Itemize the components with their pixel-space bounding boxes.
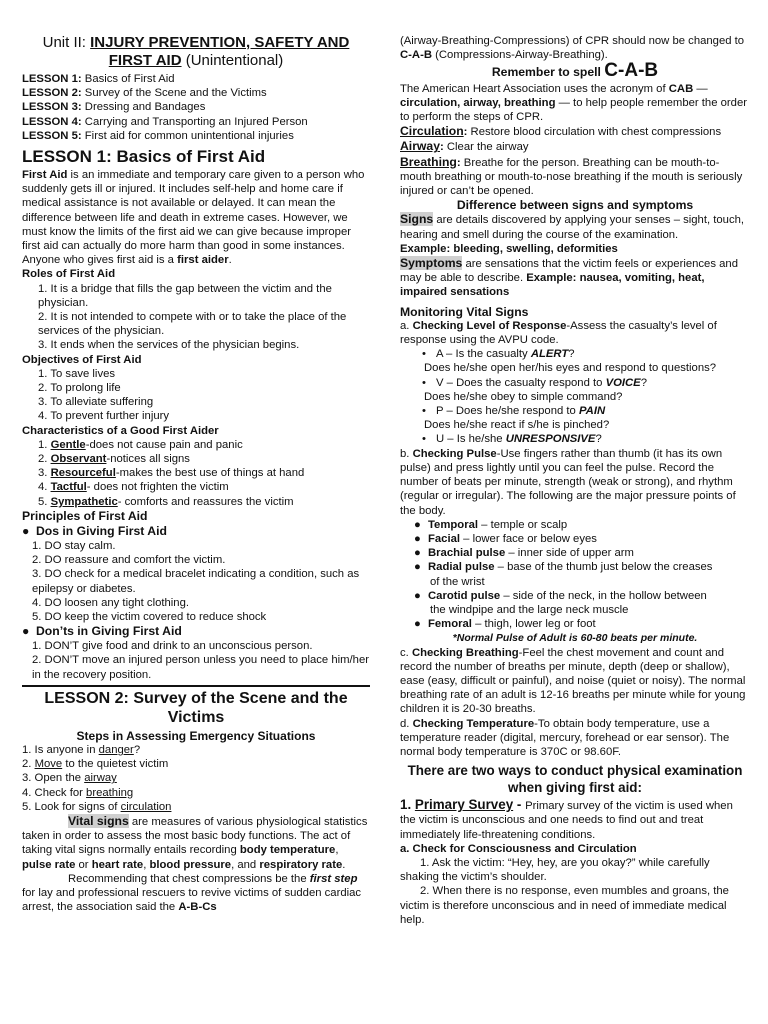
- bullet-icon: ●: [414, 547, 421, 560]
- lesson-list-item: LESSON 2: Survey of the Scene and the Victims: [22, 87, 267, 100]
- dos-item: 2. DO reassure and comfort the victim.: [32, 554, 226, 567]
- checking-pulse: b. Checking Pulse-Use fingers rather than thumb (it has its own pulse) and press lightly until you can feel the pulse. Record the number of beats per minute, strength (weak or strong), and rhythm (regular or irregular). The following are the major pressure points of the body.: [400, 447, 736, 517]
- normal-pulse-note: *Normal Pulse of Adult is 60-80 beats per minute.: [452, 632, 698, 645]
- consciousness-step: 1. Ask the victim: “Hey, hey, are you okay?” while carefully shaking the victim’s shoulder.: [400, 856, 710, 884]
- monitoring-heading: Monitoring Vital Signs: [400, 304, 529, 319]
- vital-signs-term: Vital signs: [68, 813, 129, 828]
- objectives-item: 3. To alleviate suffering: [38, 396, 154, 409]
- steps-item: 5. Look for signs of circulation: [22, 800, 172, 813]
- roles-heading: Roles of First Aid: [22, 268, 116, 281]
- first-aid-definition: First Aid is an immediate and temporary care given to a person who suddenly gets ill or injured. It includes self-help and home care if medical assistance is not available or delayed. It can mean the difference between life and death in extreme cases. However, we must know the limits of the first aid we can give because improper first aid can actually do more harm than good in some instances. Anyone who gives first aid is a first aider.: [22, 169, 365, 267]
- bullet-icon: ●: [414, 518, 421, 531]
- donts-item: 1. DON’T give food and drink to an unconscious person.: [32, 640, 313, 653]
- aha-paragraph: The American Heart Association uses the acronym of CAB — circulation, airway, breathing — to help people remember the order to perform the steps of CPR.: [400, 82, 748, 124]
- principles-heading: Principles of First Aid: [22, 508, 148, 523]
- pulse-point: ● Temporal – temple or scalp: [414, 518, 568, 531]
- objectives-item: 2. To prolong life: [38, 382, 121, 395]
- level-of-response: a. Checking Level of Response-Assess the casualty’s level of response using the AVPU code.: [400, 319, 717, 347]
- roles-item: 1. It is a bridge that fills the gap between the victim and the physician.: [38, 282, 332, 309]
- signs-paragraph: Signs are details discovered by applying your senses – sight, touch, hearing and smell during the course of the examination.: [400, 212, 745, 241]
- donts-heading: ● Don’ts in Giving First Aid: [22, 624, 182, 639]
- breathing-definition: Breathing: Breathe for the person. Breathing can be mouth-to-mouth breathing or mouth-to-nose breathing if the mouth is seriously injured or can’t be opened.: [400, 154, 743, 198]
- steps-item: 3. Open the airway: [22, 772, 117, 785]
- dos-heading: ● Dos in Giving First Aid: [22, 523, 167, 538]
- section-divider: [22, 685, 370, 687]
- objectives-item: 1. To save lives: [38, 367, 116, 380]
- bullet-icon: ●: [414, 532, 421, 545]
- avpu-item: • U – Is he/she UNRESPONSIVE?: [422, 433, 602, 446]
- dos-item: 4. DO loosen any tight clothing.: [32, 596, 189, 609]
- vital-signs-paragraph: Vital signs are measures of various physiological statistics taken in order to assess the most basic body functions. The act of taking vital signs normally entails recording body temperature, pulse rate or heart rate, blood pressure, and respiratory rate.: [22, 813, 368, 871]
- dos-item: 3. DO check for a medical bracelet indicating a condition, such as epilepsy or diabetes.: [32, 568, 360, 595]
- pulse-point-continued: the windpipe and the large neck muscle: [430, 603, 629, 616]
- right-column: [400, 34, 750, 927]
- bullet-icon: •: [422, 376, 426, 389]
- checking-temperature: d. Checking Temperature-To obtain body temperature, use a temperature reader (digital, mercury, forehead or ear sensor). The normal body temperature is 370C or 98.60F.: [400, 717, 730, 758]
- signs-example: Example: bleeding, swelling, deformities: [400, 242, 618, 255]
- avpu-question: Does he/she obey to simple command?: [424, 390, 623, 403]
- circulation-definition: Circulation: Restore blood circulation with chest compressions: [400, 124, 722, 139]
- donts-item: 2. DON’T move an injured person unless you need to place him/her in the recovery position.: [32, 654, 369, 681]
- lesson-list-item: LESSON 5: First aid for common unintentional injuries: [22, 129, 294, 142]
- primary-survey-paragraph: 1. Primary Survey - Primary survey of the victim is used when the victim is unconscious and one needs to find out and treat immediately life-threatening conditions.: [400, 797, 733, 841]
- checking-breathing: c. Checking Breathing-Feel the chest movement and count and record the number of breaths per minute, depth (deep or shallow), ease (easy, difficult or painful), and noise (quiet or noisy). The normal breathing rate of an adult is 12-16 breaths per minute while for young children it is 20-30 breaths.: [400, 646, 746, 716]
- pulse-point: ● Femoral – thigh, lower leg or foot: [414, 618, 596, 631]
- airway-definition: Airway: Clear the airway: [400, 139, 529, 154]
- dos-item: 5. DO keep the victim covered to reduce shock: [32, 610, 267, 623]
- signs-symptoms-heading: Difference between signs and symptoms: [456, 198, 694, 213]
- signs-term: Signs: [400, 212, 434, 227]
- roles-item: 3. It ends when the services of the physician begins.: [38, 339, 300, 352]
- bullet-icon: ●: [414, 589, 421, 602]
- lesson-list-item: LESSON 1: Basics of First Aid: [22, 73, 175, 85]
- unit-title-underlined: INJURY PREVENTION, SAFETY AND FIRST AID: [90, 34, 350, 69]
- objectives-heading: Objectives of First Aid: [22, 353, 142, 366]
- primary-survey-term: Primary Survey: [414, 797, 514, 813]
- lesson1-heading: LESSON 1: Basics of First Aid: [22, 147, 266, 167]
- avpu-question: Does he/she react if s/he is pinched?: [424, 419, 610, 432]
- characteristics-item: 2. Observant-notices all signs: [38, 453, 190, 466]
- steps-item: 4. Check for breathing: [22, 786, 134, 799]
- symptoms-term: Symptoms: [400, 256, 463, 271]
- bullet-icon: ●: [414, 618, 421, 631]
- roles-item: 2. It is not intended to compete with or to take the place of the services of the physician.: [38, 311, 347, 338]
- bullet-icon: •: [422, 433, 426, 446]
- pulse-point: ● Carotid pulse – side of the neck, in the hollow between: [414, 589, 707, 602]
- characteristics-item: 5. Sympathetic- comforts and reassures the victim: [38, 495, 294, 508]
- lesson-list: [22, 72, 370, 143]
- characteristics-item: 4. Tactful- does not frighten the victim: [38, 481, 229, 494]
- left-column: [22, 34, 370, 914]
- recommendation-paragraph: Recommending that chest compressions be the first step for lay and professional rescuers to revive victims of sudden cardiac arrest, the association said the A-B-Cs: [22, 872, 362, 914]
- pulse-point-continued: of the wrist: [430, 575, 485, 588]
- lesson-list-item: LESSON 3: Dressing and Bandages: [22, 101, 206, 114]
- pulse-point: ● Facial – lower face or below eyes: [414, 532, 597, 545]
- bullet-icon: ●: [414, 561, 421, 574]
- characteristics-heading: Characteristics of a Good First Aider: [22, 424, 219, 437]
- remember-cab: Remember to spell C-A-B: [491, 60, 659, 82]
- dos-item: 1. DO stay calm.: [32, 539, 116, 552]
- unit-title: Unit II: INJURY PREVENTION, SAFETY AND FIRST AID (Unintentional): [42, 34, 350, 69]
- symptoms-paragraph: Symptoms are sensations that the victim feels or experiences and may be able to describe. Example: nausea, vomiting, heat, impaired sensations: [400, 256, 738, 299]
- consciousness-step: 2. When there is no response, even mumbles and groans, the victim is therefore unconscious and in need of immediate medical help.: [400, 885, 729, 926]
- bullet-icon: ●: [22, 624, 30, 639]
- steps-item: 2. Move to the quietest victim: [22, 758, 169, 771]
- lesson-list-item: LESSON 4: Carrying and Transporting an Injured Person: [22, 115, 308, 128]
- avpu-question: Does he/she open her/his eyes and respond to questions?: [424, 362, 717, 375]
- lesson2-heading: LESSON 2: Survey of the Scene and the Victims: [44, 689, 348, 726]
- avpu-item: • P – Does he/she respond to PAIN: [422, 405, 606, 418]
- characteristics-item: 3. Resourceful-makes the best use of things at hand: [38, 467, 305, 480]
- pulse-point: ● Brachial pulse – inner side of upper arm: [414, 547, 634, 560]
- cpr-change-paragraph: (Airway-Breathing-Compressions) of CPR should now be changed to C-A-B (Compressions-Airway-Breathing).: [400, 35, 745, 62]
- two-ways-heading: There are two ways to conduct physical examination when giving first aid:: [407, 763, 743, 796]
- avpu-item: • A – Is the casualty ALERT?: [422, 348, 575, 361]
- objectives-item: 4. To prevent further injury: [38, 410, 170, 423]
- pulse-point: ● Radial pulse – base of the thumb just below the creases: [414, 561, 713, 574]
- bullet-icon: •: [422, 348, 426, 361]
- avpu-item: • V – Does the casualty respond to VOICE?: [422, 376, 648, 389]
- bullet-icon: •: [422, 405, 426, 418]
- consciousness-heading: a. Check for Consciousness and Circulation: [400, 842, 637, 855]
- steps-item: 1. Is anyone in danger?: [22, 743, 141, 756]
- bullet-icon: ●: [22, 523, 30, 538]
- steps-heading: Steps in Assessing Emergency Situations: [76, 728, 316, 743]
- characteristics-item: 1. Gentle-does not cause pain and panic: [38, 438, 243, 451]
